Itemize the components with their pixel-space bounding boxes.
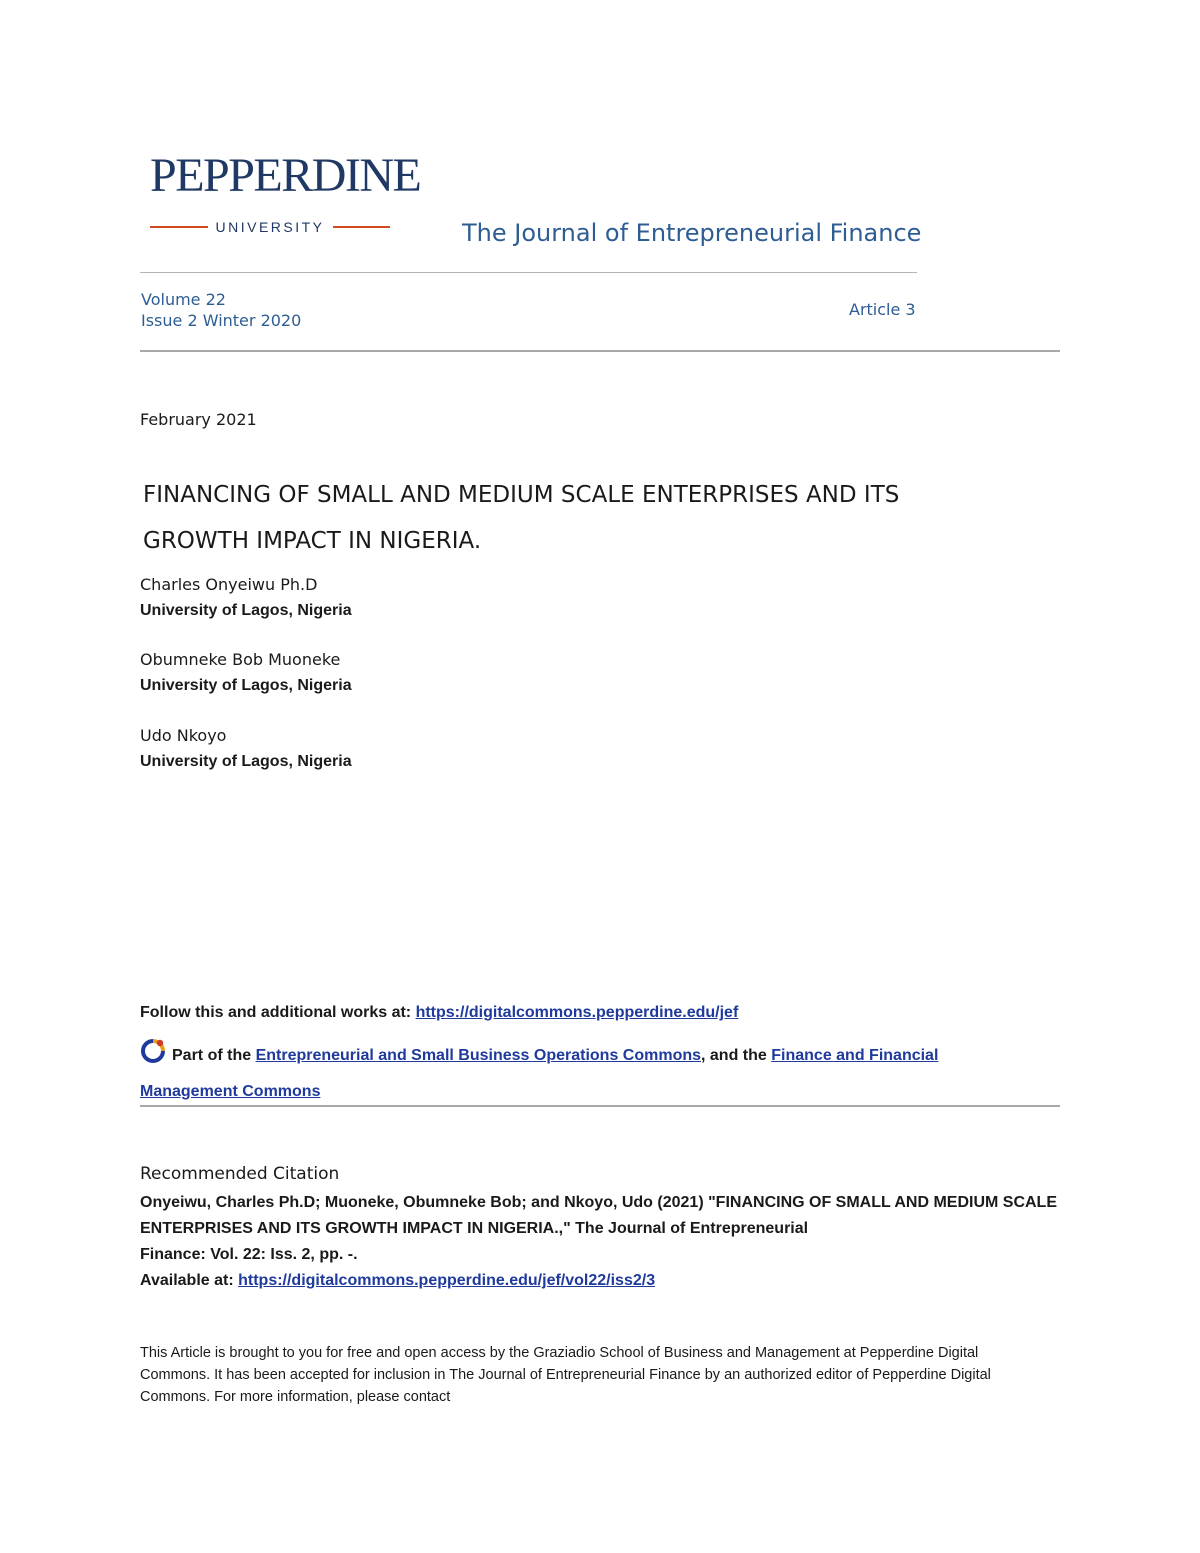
volume-label: Volume 22 [141, 290, 226, 309]
title-line-2: GROWTH IMPACT IN NIGERIA. [143, 528, 482, 554]
publication-date: February 2021 [140, 410, 257, 429]
network-commons-icon [140, 1038, 166, 1076]
issue-divider [140, 350, 1060, 352]
access-disclaimer: This Article is brought to you for free and open access by the Graziadio School of Business and Management at Pepperdine Digital Commons. It has been accepted for inclusion in The Journal of Entrepreneurial Finance by an authorized editor of Pepperdine Digital Commons. For more information, please contact [140, 1345, 991, 1405]
available-label: Available at: [140, 1272, 239, 1289]
pepperdine-logo-word: PEPPERDINE [150, 149, 421, 202]
title-line-1: FINANCING OF SMALL AND MEDIUM SCALE ENTERPRISES AND ITS [143, 482, 900, 508]
author-name: Udo Nkoyo [140, 726, 227, 745]
follow-label: Follow this and additional works at: [140, 1004, 416, 1021]
journal-name: The Journal of Entrepreneurial Finance [462, 219, 922, 247]
logo-university-label: UNIVERSITY [215, 219, 325, 235]
follow-link[interactable]: https://digitalcommons.pepperdine.edu/jef [415, 1004, 739, 1021]
entrepreneurial-commons-link[interactable]: Entrepreneurial and Small Business Operations Commons [255, 1047, 702, 1064]
author-name: Charles Onyeiwu Ph.D [140, 575, 318, 594]
finance-commons-link[interactable]: Finance and Financial Management Commons [140, 1047, 939, 1100]
citation-available [140, 1268, 1060, 1294]
header-divider [140, 272, 917, 273]
citation-text: Onyeiwu, Charles Ph.D; Muoneke, Obumneke Bob; and Nkoyo, Udo (2021) "FINANCING OF SMALL AND MEDIUM SCALE ENTERPRISES AND ITS GROWTH IMPACT IN NIGERIA.," The Journal of Entrepreneurial [140, 1194, 1057, 1237]
article-label: Article 3 [849, 300, 916, 319]
part-of-line [140, 1038, 980, 1108]
footer-divider [140, 1105, 1060, 1107]
citation-volume: Finance: Vol. 22: Iss. 2, pp. -. [140, 1246, 358, 1263]
pepperdine-logo-sub [150, 216, 390, 238]
article-link[interactable]: https://digitalcommons.pepperdine.edu/jef/vol22/iss2/3 [238, 1272, 656, 1289]
logo-rule-left [150, 226, 208, 228]
author-affiliation: University of Lagos, Nigeria [140, 753, 352, 770]
part-of-middle: , and the [701, 1047, 772, 1064]
citation-heading: Recommended Citation [140, 1164, 340, 1184]
author-name: Obumneke Bob Muoneke [140, 650, 341, 669]
part-of-prefix: Part of the [172, 1047, 256, 1064]
citation-body [140, 1190, 1060, 1294]
article-title [143, 472, 1043, 564]
follow-line [140, 1004, 738, 1022]
author-affiliation: University of Lagos, Nigeria [140, 602, 352, 619]
logo-rule-right [333, 226, 391, 228]
issue-label: Issue 2 Winter 2020 [141, 311, 302, 330]
author-affiliation: University of Lagos, Nigeria [140, 677, 352, 694]
